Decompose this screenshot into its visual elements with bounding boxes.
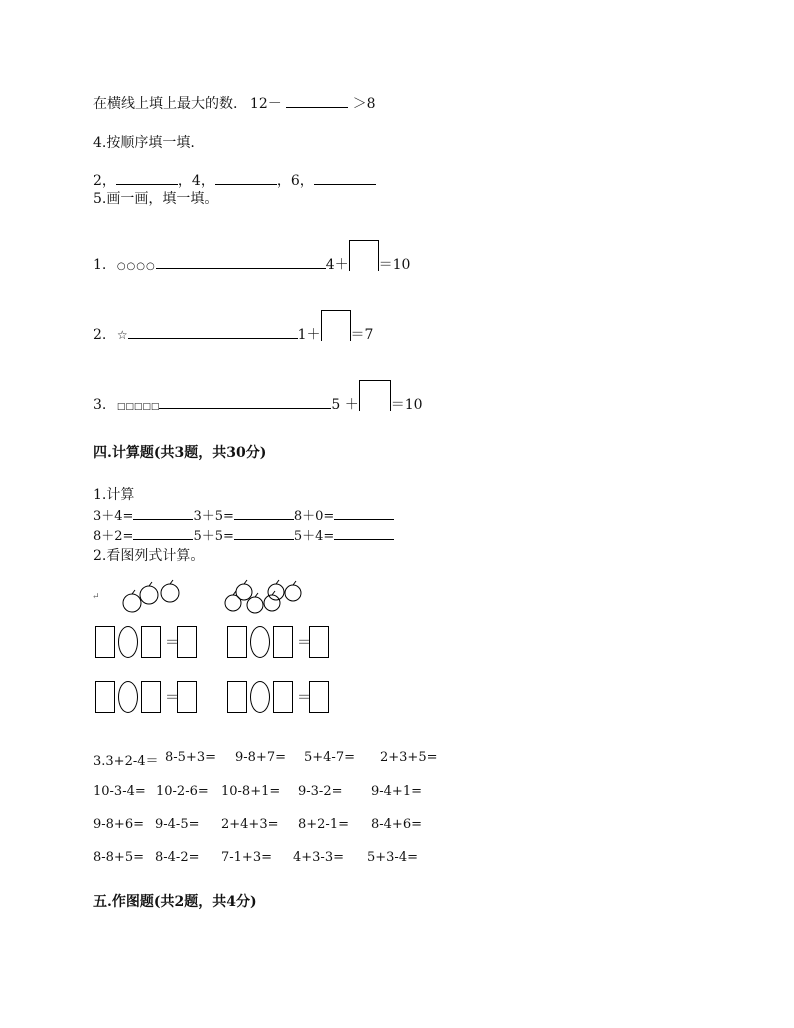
calc-1-row — [93, 525, 394, 544]
number-box[interactable] — [273, 681, 293, 713]
expression-left: 12－ — [249, 96, 282, 112]
calc-expression: 8＋2= — [93, 529, 134, 544]
equation-right: ＝10 — [390, 397, 423, 413]
answer-blank[interactable] — [133, 507, 193, 520]
answer-blank[interactable] — [133, 527, 193, 540]
calc-expression: 10-3-4= — [93, 784, 146, 799]
equation-left: 5 ＋ — [331, 397, 359, 413]
calc-expression: 3＋5= — [193, 509, 234, 524]
calc-expression: 8-4+6= — [371, 817, 422, 832]
equation-right: ＝7 — [350, 327, 374, 343]
question-5-title: 5.画一画，填一填。 — [93, 191, 219, 207]
answer-blank[interactable] — [116, 172, 178, 185]
star-symbol: ☆ — [116, 328, 128, 342]
number-box[interactable] — [227, 626, 247, 658]
sequence-term: ，4， — [177, 173, 215, 189]
calc-expression: 5＋4= — [293, 529, 335, 544]
equation-box-group — [227, 626, 329, 658]
calc-expression: 5+4-7= — [304, 750, 355, 765]
draw-fill-item-3 — [93, 380, 423, 414]
calc-expression: 7-1+3= — [221, 850, 272, 865]
paragraph-mark: ↵ — [92, 592, 100, 602]
calc-expression: 8-4-2= — [155, 850, 200, 865]
number-box[interactable] — [227, 681, 247, 713]
answer-box[interactable] — [349, 240, 379, 271]
apples-group-left-icon — [120, 578, 182, 614]
question-4-sequence — [93, 170, 376, 190]
answer-blank[interactable] — [286, 95, 348, 108]
expression-right: ＞8 — [352, 96, 376, 112]
draw-fill-item-1 — [93, 240, 410, 274]
drawing-blank[interactable] — [128, 326, 298, 339]
number-box[interactable] — [141, 626, 161, 658]
equation-left: 1＋ — [297, 327, 321, 343]
answer-blank[interactable] — [234, 527, 294, 540]
drawing-blank[interactable] — [159, 396, 331, 409]
calc-expression: 10-2-6= — [156, 784, 209, 799]
calc-expression: 9-4-5= — [155, 817, 200, 832]
drawing-blank[interactable] — [156, 256, 326, 269]
equals-sign: ＝ — [297, 690, 311, 706]
square-symbols: □□□□□ — [116, 402, 160, 412]
equation-box-group — [95, 681, 197, 713]
result-box[interactable] — [177, 681, 197, 713]
question-4-title: 4.按顺序填一填. — [93, 135, 195, 151]
calc-expression: 8+2-1= — [298, 817, 349, 832]
question-text: 在横线上填上最大的数. — [93, 96, 238, 112]
sequence-term: 2， — [93, 173, 116, 189]
number-box[interactable] — [95, 681, 115, 713]
operator-oval[interactable] — [118, 626, 138, 658]
equation-right: ＝10 — [378, 257, 411, 273]
equals-sign: ＝ — [165, 635, 179, 651]
answer-blank[interactable] — [334, 507, 394, 520]
circle-symbols: ○○○○ — [116, 261, 156, 272]
calc-expression: 3.3+2-4＝ — [93, 754, 159, 769]
question-largest-number — [93, 93, 376, 113]
calc-expression: 9-3-2= — [298, 784, 343, 799]
equation-box-group — [227, 681, 329, 713]
answer-blank[interactable] — [234, 507, 294, 520]
calc-1-row — [93, 505, 394, 524]
item-number: 1. — [93, 257, 107, 273]
calc-expression: 8-8+5= — [93, 850, 144, 865]
calc-expression: 4+3-3= — [293, 850, 344, 865]
calc-2-title: 2.看图列式计算。 — [93, 548, 205, 564]
result-box[interactable] — [309, 626, 329, 658]
result-box[interactable] — [177, 626, 197, 658]
operator-oval[interactable] — [250, 626, 270, 658]
equals-sign: ＝ — [297, 635, 311, 651]
item-number: 2. — [93, 327, 107, 343]
calc-expression: 8-5+3= — [165, 750, 216, 765]
sequence-term: ，6， — [276, 173, 314, 189]
operator-oval[interactable] — [118, 681, 138, 713]
calc-1-title: 1.计算 — [93, 487, 135, 503]
calc-expression: 9-4+1= — [371, 784, 422, 799]
calc-expression: 9-8+6= — [93, 817, 144, 832]
answer-box[interactable] — [359, 380, 391, 411]
number-box[interactable] — [141, 681, 161, 713]
draw-fill-item-2 — [93, 310, 373, 344]
item-number: 3. — [93, 397, 107, 413]
answer-blank[interactable] — [215, 172, 277, 185]
operator-oval[interactable] — [250, 681, 270, 713]
number-box[interactable] — [273, 626, 293, 658]
result-box[interactable] — [309, 681, 329, 713]
calc-expression: 2+4+3= — [221, 817, 279, 832]
answer-blank[interactable] — [334, 527, 394, 540]
answer-blank[interactable] — [314, 172, 376, 185]
equals-sign: ＝ — [165, 690, 179, 706]
equation-left: 4＋ — [325, 257, 349, 273]
calc-expression: 9-8+7= — [235, 750, 286, 765]
calc-expression: 2+3+5= — [380, 750, 438, 765]
calc-expression: 5＋5= — [193, 529, 234, 544]
answer-box[interactable] — [321, 310, 351, 341]
apples-group-right-icon — [220, 578, 306, 618]
section-5-heading: 五.作图题(共2题，共4分) — [93, 894, 257, 910]
equation-box-group — [95, 626, 197, 658]
calc-expression: 8＋0= — [293, 509, 335, 524]
calc-expression: 5+3-4= — [367, 850, 418, 865]
number-box[interactable] — [95, 626, 115, 658]
section-4-heading: 四.计算题(共3题，共30分) — [93, 445, 267, 461]
calc-expression: 10-8+1= — [221, 784, 281, 799]
calc-expression: 3＋4= — [93, 509, 134, 524]
